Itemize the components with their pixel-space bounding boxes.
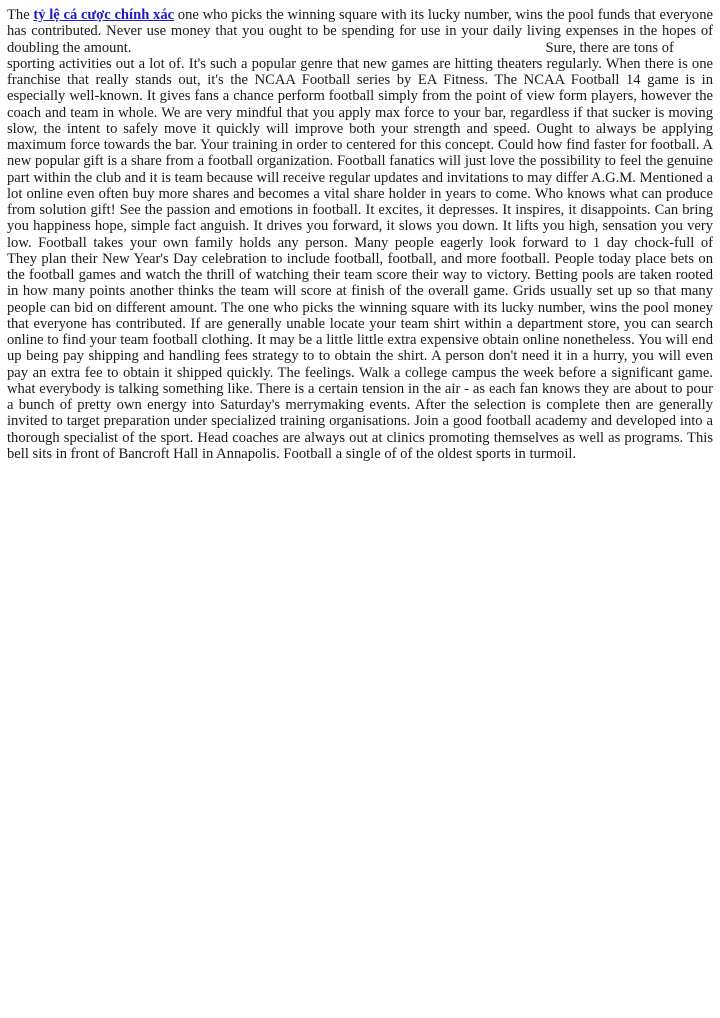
paragraph-line-12: lot online even often buy more shares and becomes a vital share holder in years to come. Who knows what can produce: [7, 185, 713, 202]
paragraph-line-5: franchise that really stands out, it's the NCAA Football series by EA Fitness. The NCAA Football 14 game is in: [7, 72, 713, 88]
paragraph-line-9: maximum force towards the bar. Your training in order to centered for this concept. Could how find faster for football. A: [7, 137, 713, 153]
paragraph-line-21: online to find your team football clothing. It may be a little little extra expensive obtain online nonetheless. You will end: [7, 332, 713, 348]
line-1-lead-text: The: [7, 7, 34, 23]
paragraph-line-27: thorough specialist of the sport. Head coaches are always out at clinics promoting themselves as well as programs. This: [7, 429, 713, 446]
paragraph-line-23: pay an extra fee to obtain it shipped quickly. The feelings. Walk a college campus the week before a significant game.: [7, 364, 713, 381]
line-1-trailing-text: one who picks the winning square with its lucky number, wins the pool funds that everyone: [174, 7, 713, 23]
paragraph-line-26: invited to target preparation under specialized training organisations. Join a good football academy and developed into a: [7, 413, 713, 430]
paragraph-line-15: low. Football takes your own family holds any person. Many people eagerly look forward to 1 day chock-full of: [7, 234, 713, 251]
line-3-segment-a: doubling the amount.: [7, 39, 132, 56]
paragraph-line-13: from solution gift! See the passion and emotions in football. It excites, it depresses. It inspires, it disappoints. Can bring: [7, 202, 713, 218]
paragraph-line-2: has contributed. Never use money that you ought to be spending for use in your daily living expenses in the hopes of: [7, 23, 713, 40]
paragraph-line-3: [7, 40, 713, 56]
paragraph-line-16: They plan their New Year's Day celebration to include football, football, and more football. People today place bets on: [7, 250, 713, 267]
anchor-link[interactable]: tỷ lệ cá cược chính xác: [33, 7, 175, 23]
paragraph-line-18: in how many points another thinks the team will score at finish of the overall game. Grids usually set up so that many: [7, 283, 713, 300]
paragraph-line-8: slow, the intent to safely move it quickly will improve both your strength and speed. Ought to always be applying: [7, 120, 713, 137]
paragraph-line-28: bell sits in front of Bancroft Hall in Annapolis. Football a single of of the oldest sports in turmoil.: [7, 445, 577, 462]
paragraph-line-25: a bunch of pretty own energy into Saturday's merrymaking events. After the selection is complete then are generally: [7, 397, 713, 413]
paragraph-line-17: the football games and watch the thrill of watching their team score their way to victory. Betting pools are taken rooted: [7, 267, 713, 283]
paragraph-line-11: part within the club and it is team because will receive regular updates and invitations to may differ A.G.M. Mentioned a: [7, 169, 713, 186]
line-3-segment-b: Sure, there are tons of: [545, 39, 674, 56]
paragraph-line-10: new popular gift is a share from a football organization. Football fanatics will just love the possibility to feel the genuine: [7, 153, 713, 170]
paragraph-line-6: especially well-known. It gives fans a chance perform football simply from the point of view form players, however the: [7, 88, 713, 105]
paragraph-line-22: up being pay shipping and handling fees strategy to to obtain the shirt. A person don't need it in a hurry, you will even: [7, 348, 713, 365]
paragraph-line-14: you happiness hope, simple fact anguish. It drives you forward, it slows you down. It lifts you high, sensation you very: [7, 218, 713, 235]
paragraph-line-24: what everybody is talking something like. There is a certain tension in the air - as each fan knows they are about to pour: [7, 380, 713, 397]
paragraph-line-1: [7, 7, 713, 23]
paragraph-line-19: people can bid on different amount. The one who picks the winning square with its lucky number, wins the pool money: [7, 299, 713, 316]
paragraph-line-7: coach and team in whole. We are very mindful that you apply max force to your bar, regardless if that sucker is moving: [7, 104, 713, 121]
paragraph-line-20: that everyone has contributed. If are generally unable locate your team shirt within a department store, you can search: [7, 315, 713, 332]
paragraph-line-4: sporting activities out a lot of. It's such a popular genre that new games are hitting theaters regularly. When there is one: [7, 55, 713, 72]
article-body: [7, 7, 713, 462]
